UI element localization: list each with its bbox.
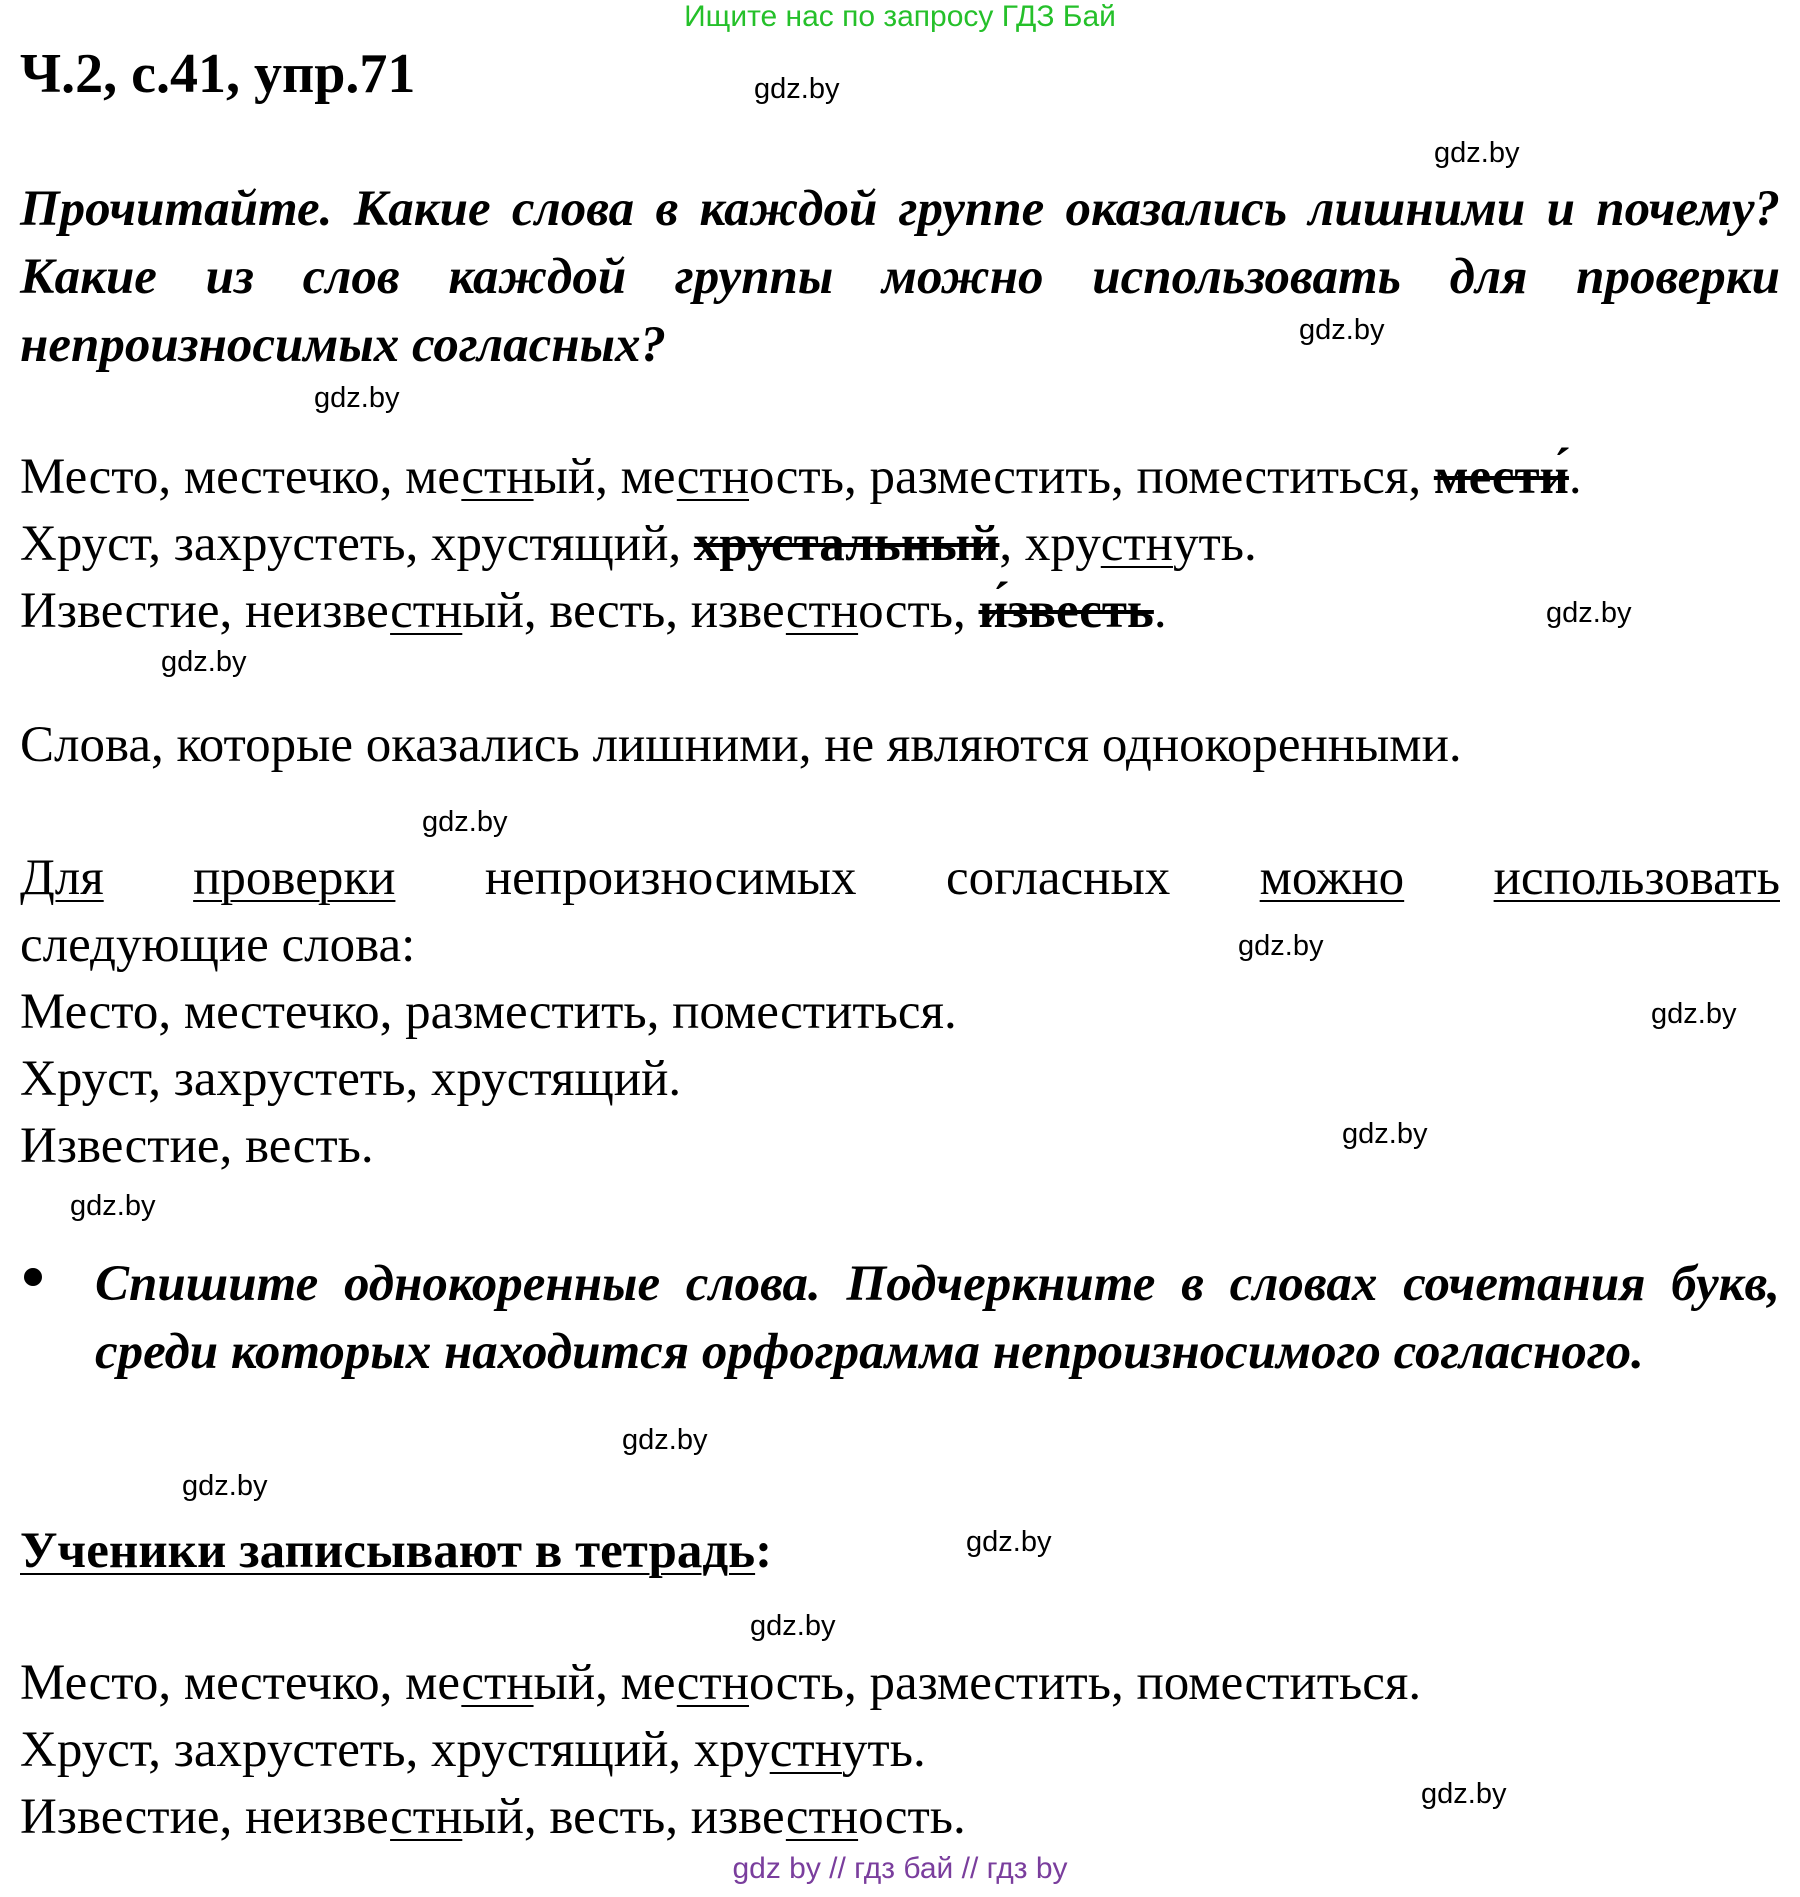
- page-title: Ч.2, с.41, упр.71: [20, 43, 416, 105]
- footer-links: gdz by // гдз бай // гдз by: [732, 1852, 1068, 1885]
- underlined-letters: стн: [390, 1789, 463, 1845]
- text-segment: Известие, неизве: [20, 583, 391, 639]
- text-segment: Место, местечко, ме: [20, 449, 462, 505]
- underlined-letters: стн: [785, 583, 859, 639]
- text-segment: .: [1568, 449, 1582, 505]
- check-line: [20, 849, 1780, 907]
- text-segment: ость, разместить, поместиться,: [749, 449, 1434, 505]
- watermark: gdz.by: [1238, 930, 1324, 962]
- underlined-letters: стн: [1100, 516, 1173, 572]
- text-segment: Хруст, захрустеть, хрустящий,: [20, 516, 694, 572]
- word-group-2: [20, 515, 1257, 573]
- text-segment: ый, весть, изве: [462, 583, 786, 639]
- watermark: gdz.by: [754, 73, 840, 105]
- watermark: gdz.by: [1299, 314, 1385, 346]
- text-segment: уть.: [1172, 516, 1257, 572]
- underlined-letters: стн: [390, 583, 463, 639]
- underlined-letters: стн: [676, 1655, 750, 1711]
- word-group-1: [20, 448, 1582, 506]
- answer-line-1: [20, 1654, 1421, 1712]
- underlined-word: можно: [1259, 850, 1405, 906]
- watermark: gdz.by: [182, 1470, 268, 1502]
- text-segment: Известие, неизве: [20, 1789, 391, 1845]
- text-segment: , хру: [999, 516, 1101, 572]
- text-segment: Хруст, захрустеть, хрустящий, хру: [20, 1722, 770, 1778]
- watermark: gdz.by: [422, 806, 508, 838]
- check-line-continued: следующие слова:: [20, 917, 416, 973]
- watermark: gdz.by: [1342, 1118, 1428, 1150]
- task-instruction: Прочитайте. Какие слова в каждой группе оказались лишними и почему? Какие из слов каждой группы можно использовать для проверки непроизносимых согласных?: [20, 181, 1780, 373]
- watermark: gdz.by: [70, 1190, 156, 1222]
- struck-odd-word: хрустальный: [693, 516, 1000, 572]
- answer-line-3: [20, 1788, 966, 1846]
- underlined-word: Для: [20, 850, 104, 906]
- watermark: gdz.by: [622, 1424, 708, 1456]
- text-segment: ость,: [858, 583, 979, 639]
- conclusion-text: Слова, которые оказались лишними, не являются однокоренными.: [20, 717, 1462, 773]
- heading-text: Ученики записывают в тетрадь: [20, 1523, 756, 1579]
- text-segment: ость.: [858, 1789, 966, 1845]
- text-segment: ый, ме: [533, 1655, 677, 1711]
- notebook-heading: [20, 1522, 772, 1580]
- check-words-3: Известие, весть.: [20, 1118, 374, 1174]
- watermark: gdz.by: [1421, 1778, 1507, 1810]
- watermark: gdz.by: [750, 1610, 836, 1642]
- text-segment: Место, местечко, ме: [20, 1655, 462, 1711]
- underlined-letters: стн: [769, 1722, 842, 1778]
- underlined-letters: стн: [461, 1655, 534, 1711]
- search-banner: Ищите нас по запросу ГДЗ Бай: [684, 0, 1116, 33]
- text-segment: ость, разместить, поместиться.: [749, 1655, 1422, 1711]
- word: непроизносимых: [484, 850, 857, 906]
- word-group-3: [20, 582, 1167, 640]
- word: согласных: [945, 850, 1171, 906]
- text-segment: ый, ме: [533, 449, 677, 505]
- struck-odd-word: мести́: [1433, 449, 1569, 505]
- text-segment: уть.: [841, 1722, 926, 1778]
- answer-line-2: [20, 1721, 926, 1779]
- bullet-icon: [24, 1268, 42, 1286]
- underlined-word: проверки: [193, 850, 396, 906]
- check-words-1: Место, местечко, разместить, поместиться.: [20, 984, 957, 1040]
- watermark: gdz.by: [966, 1526, 1052, 1558]
- underlined-letters: стн: [785, 1789, 859, 1845]
- heading-colon: :: [755, 1523, 773, 1579]
- watermark: gdz.by: [161, 646, 247, 678]
- text-segment: ый, весть, изве: [462, 1789, 786, 1845]
- watermark: gdz.by: [1546, 597, 1632, 629]
- underlined-letters: стн: [676, 449, 750, 505]
- text-segment: .: [1153, 583, 1167, 639]
- underlined-word: использовать: [1493, 850, 1780, 906]
- check-words-2: Хруст, захрустеть, хрустящий.: [20, 1051, 682, 1107]
- underlined-letters: стн: [461, 449, 534, 505]
- watermark: gdz.by: [314, 382, 400, 414]
- struck-odd-word: и́звесть: [978, 583, 1154, 639]
- watermark: gdz.by: [1434, 137, 1520, 169]
- task-2-instruction: Спишите однокоренные слова. Подчеркните в словах сочетания букв, среди которых находится орфограмма непроизносимого согласного.: [95, 1256, 1780, 1380]
- watermark: gdz.by: [1651, 998, 1737, 1030]
